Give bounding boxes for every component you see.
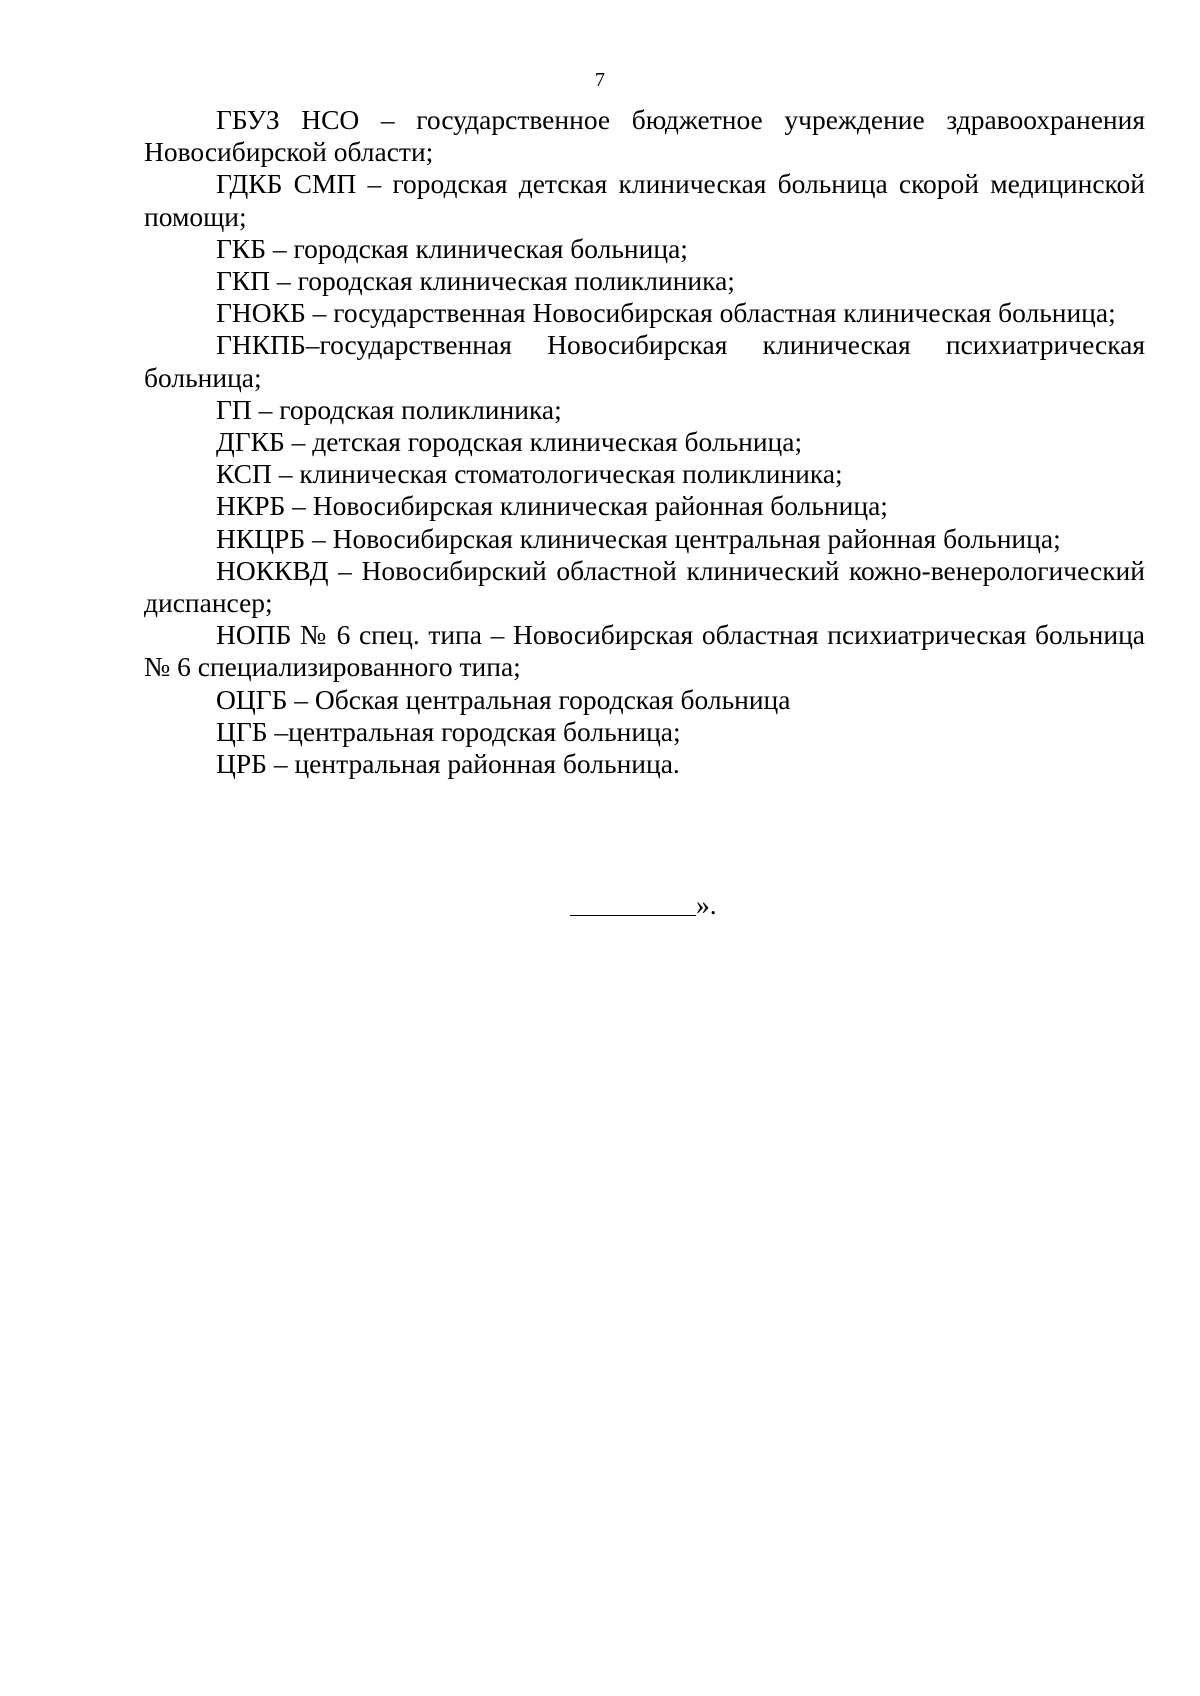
abbreviation-entry: НКЦРБ – Новосибирская клиническая центральная районная больница; xyxy=(216,522,1061,554)
abbreviation-entry: ГКП – городская клиническая поликлиника; xyxy=(216,265,735,297)
abbreviation-entry: ОЦГБ – Обская центральная городская больница xyxy=(216,683,791,715)
abbreviation-entry: ГНКПБ–государственная Новосибирская клиническая психиатрическая больница; xyxy=(144,329,1145,393)
page-number: 7 xyxy=(595,69,605,91)
closing-rule xyxy=(570,915,696,917)
abbreviation-entry: ЦРБ – центральная районная больница. xyxy=(216,748,680,780)
abbreviation-entry: ГП – городская поликлиника; xyxy=(216,393,562,425)
abbreviation-entry: ЦГБ –центральная городская больница; xyxy=(216,715,681,747)
abbreviation-entry: ГНОКБ – государственная Новосибирская областная клиническая больница; xyxy=(216,297,1116,329)
abbreviation-entry: НКРБ – Новосибирская клиническая районная больница; xyxy=(216,490,888,522)
abbreviation-entry: НОПБ № 6 спец. типа – Новосибирская областная психиатрическая больница № 6 специализированного типа; xyxy=(144,619,1145,683)
abbreviation-entry: НОККВД – Новосибирский областной клинический кожно-венерологический диспансер; xyxy=(144,554,1145,619)
abbreviation-entry: ГДКБ СМП – городская детская клиническая больница скорой медицинской помощи; xyxy=(144,168,1145,232)
closing-quote: ». xyxy=(696,889,717,920)
abbreviations-list xyxy=(144,104,1145,780)
abbreviation-entry: КСП – клиническая стоматологическая поликлиника; xyxy=(216,458,843,490)
closing-mark xyxy=(570,889,717,921)
abbreviation-entry: ДГКБ – детская городская клиническая больница; xyxy=(216,426,803,458)
abbreviation-entry: ГБУЗ НСО – государственное бюджетное учреждение здравоохранения Новосибирской области; xyxy=(144,104,1145,168)
abbreviation-entry: ГКБ – городская клиническая больница; xyxy=(216,232,688,264)
